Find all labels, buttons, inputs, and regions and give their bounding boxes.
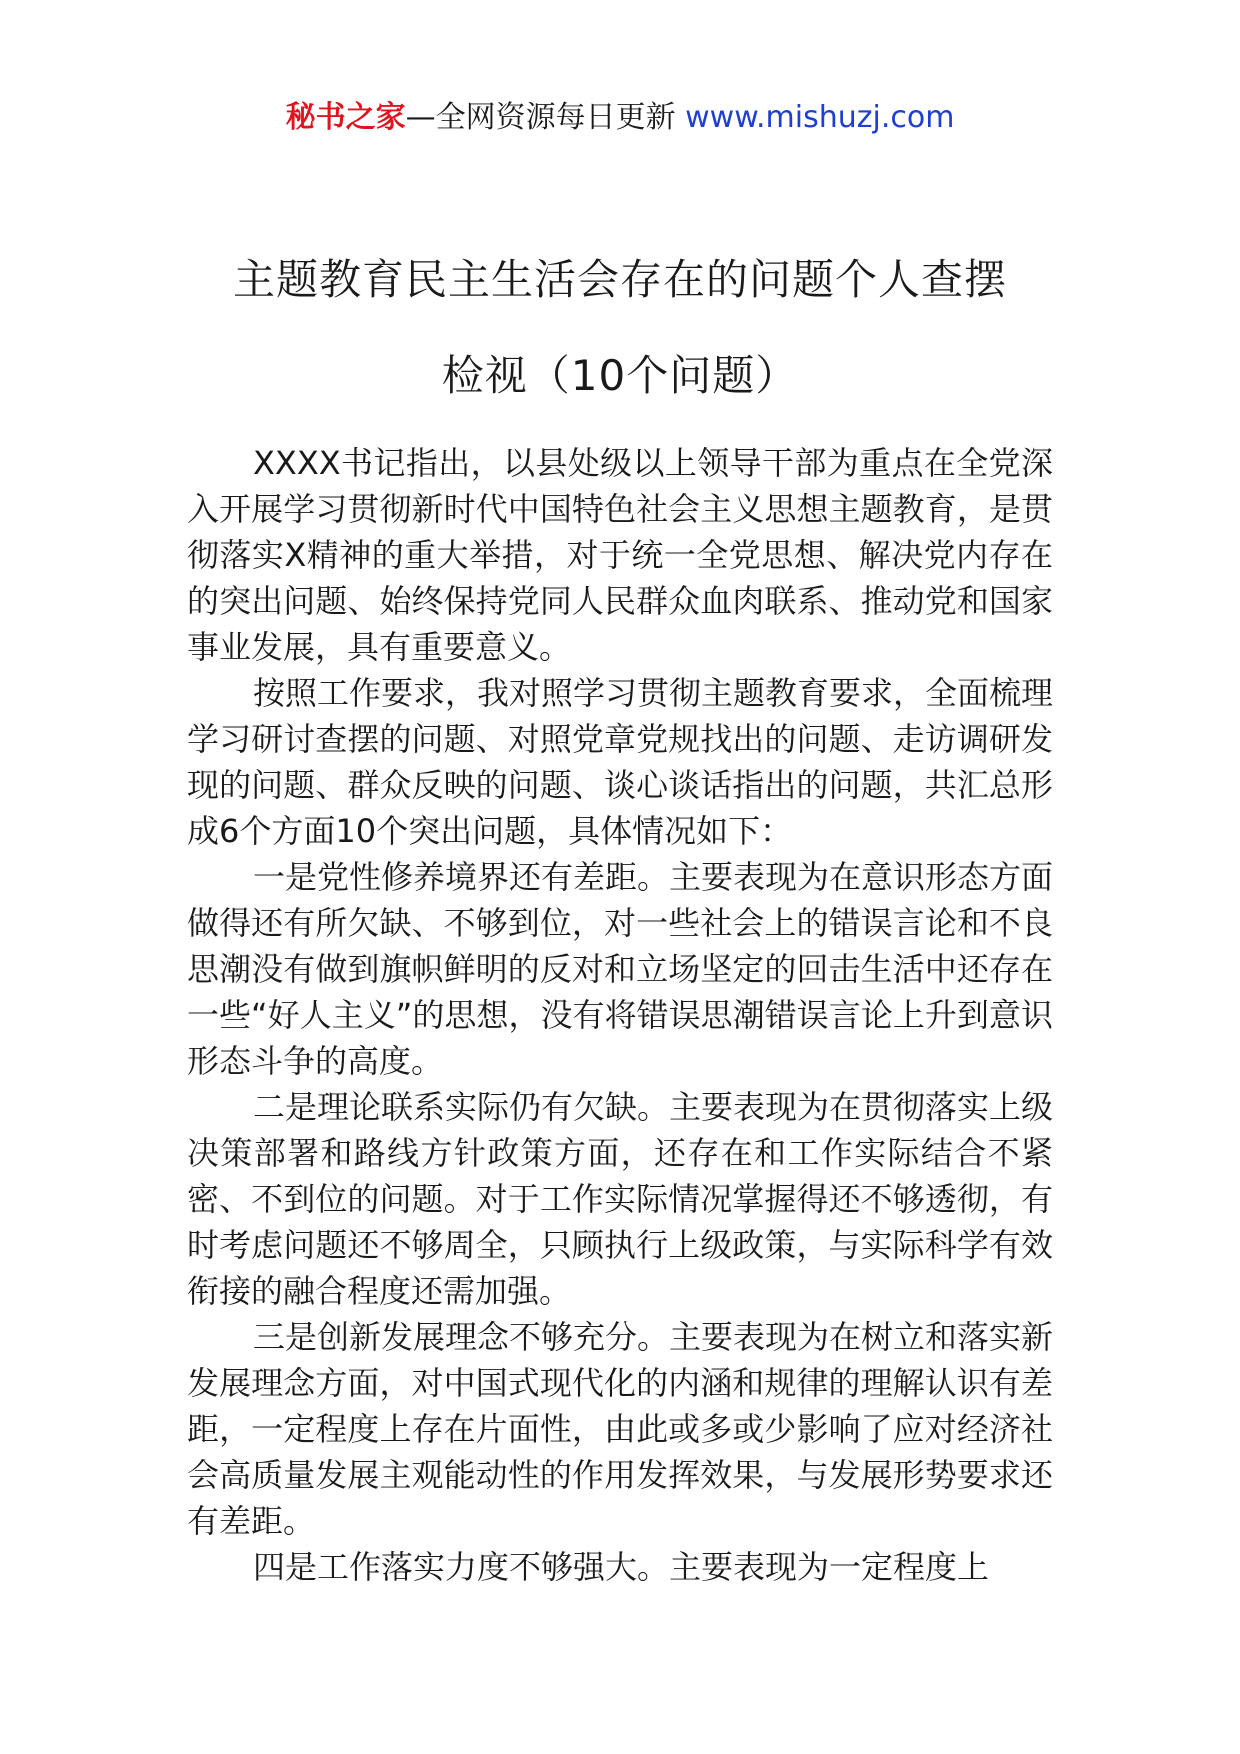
paragraph-issue-2: 二是理论联系实际仍有欠缺。主要表现为在贯彻落实上级决策部署和路线方针政策方面，还存在和工作实际结合不紧密、不到位的问题。对于工作实际情况掌握得还不够透彻，有时考虑问题还不够周全，只顾执行上级政策，与实际科学有效衔接的融合程度还需加强。 <box>187 1088 1054 1310</box>
document-title <box>120 232 1120 424</box>
paragraph-summary: 按照工作要求，我对照学习贯彻主题教育要求，全面梳理学习研讨查摆的问题、对照党章党规找出的问题、走访调研发现的问题、群众反映的问题、谈心谈话指出的问题，共汇总形成6个方面10个突出问题，具体情况如下： <box>187 674 1054 850</box>
paragraph-intro: XXXX书记指出，以县处级以上领导干部为重点在全党深入开展学习贯彻新时代中国特色社会主义思想主题教育，是贯彻落实X精神的重大举措，对于统一全党思想、解决党内存在的突出问题、始终保持党同人民群众血肉联系、推动党和国家事业发展，具有重要意义。 <box>187 444 1053 666</box>
paragraph-issue-4: 四是工作落实力度不够强大。主要表现为一定程度上 <box>253 1548 990 1586</box>
header-tagline: —全网资源每日更新 <box>405 100 676 135</box>
title-line-2: 检视（10个问题） <box>441 351 799 400</box>
title-line-1: 主题教育民主生活会存在的问题个人查摆 <box>232 255 1007 304</box>
document-body <box>187 440 1053 1590</box>
brand-name: 秘书之家 <box>285 100 406 135</box>
site-header <box>0 98 1240 138</box>
site-url-link[interactable]: www.mishuzj.com <box>685 100 955 135</box>
paragraph-issue-3: 三是创新发展理念不够充分。主要表现为在树立和落实新发展理念方面，对中国式现代化的内涵和规律的理解认识有差距，一定程度上存在片面性，由此或多或少影响了应对经济社会高质量发展主观能动性的作用发挥效果，与发展形势要求还有差距。 <box>187 1318 1054 1540</box>
paragraph-issue-1: 一是党性修养境界还有差距。主要表现为在意识形态方面做得还有所欠缺、不够到位，对一些社会上的错误言论和不良思潮没有做到旗帜鲜明的反对和立场坚定的回击生活中还存在一些“好人主义”的思想，没有将错误思潮错误言论上升到意识形态斗争的高度。 <box>187 858 1054 1080</box>
